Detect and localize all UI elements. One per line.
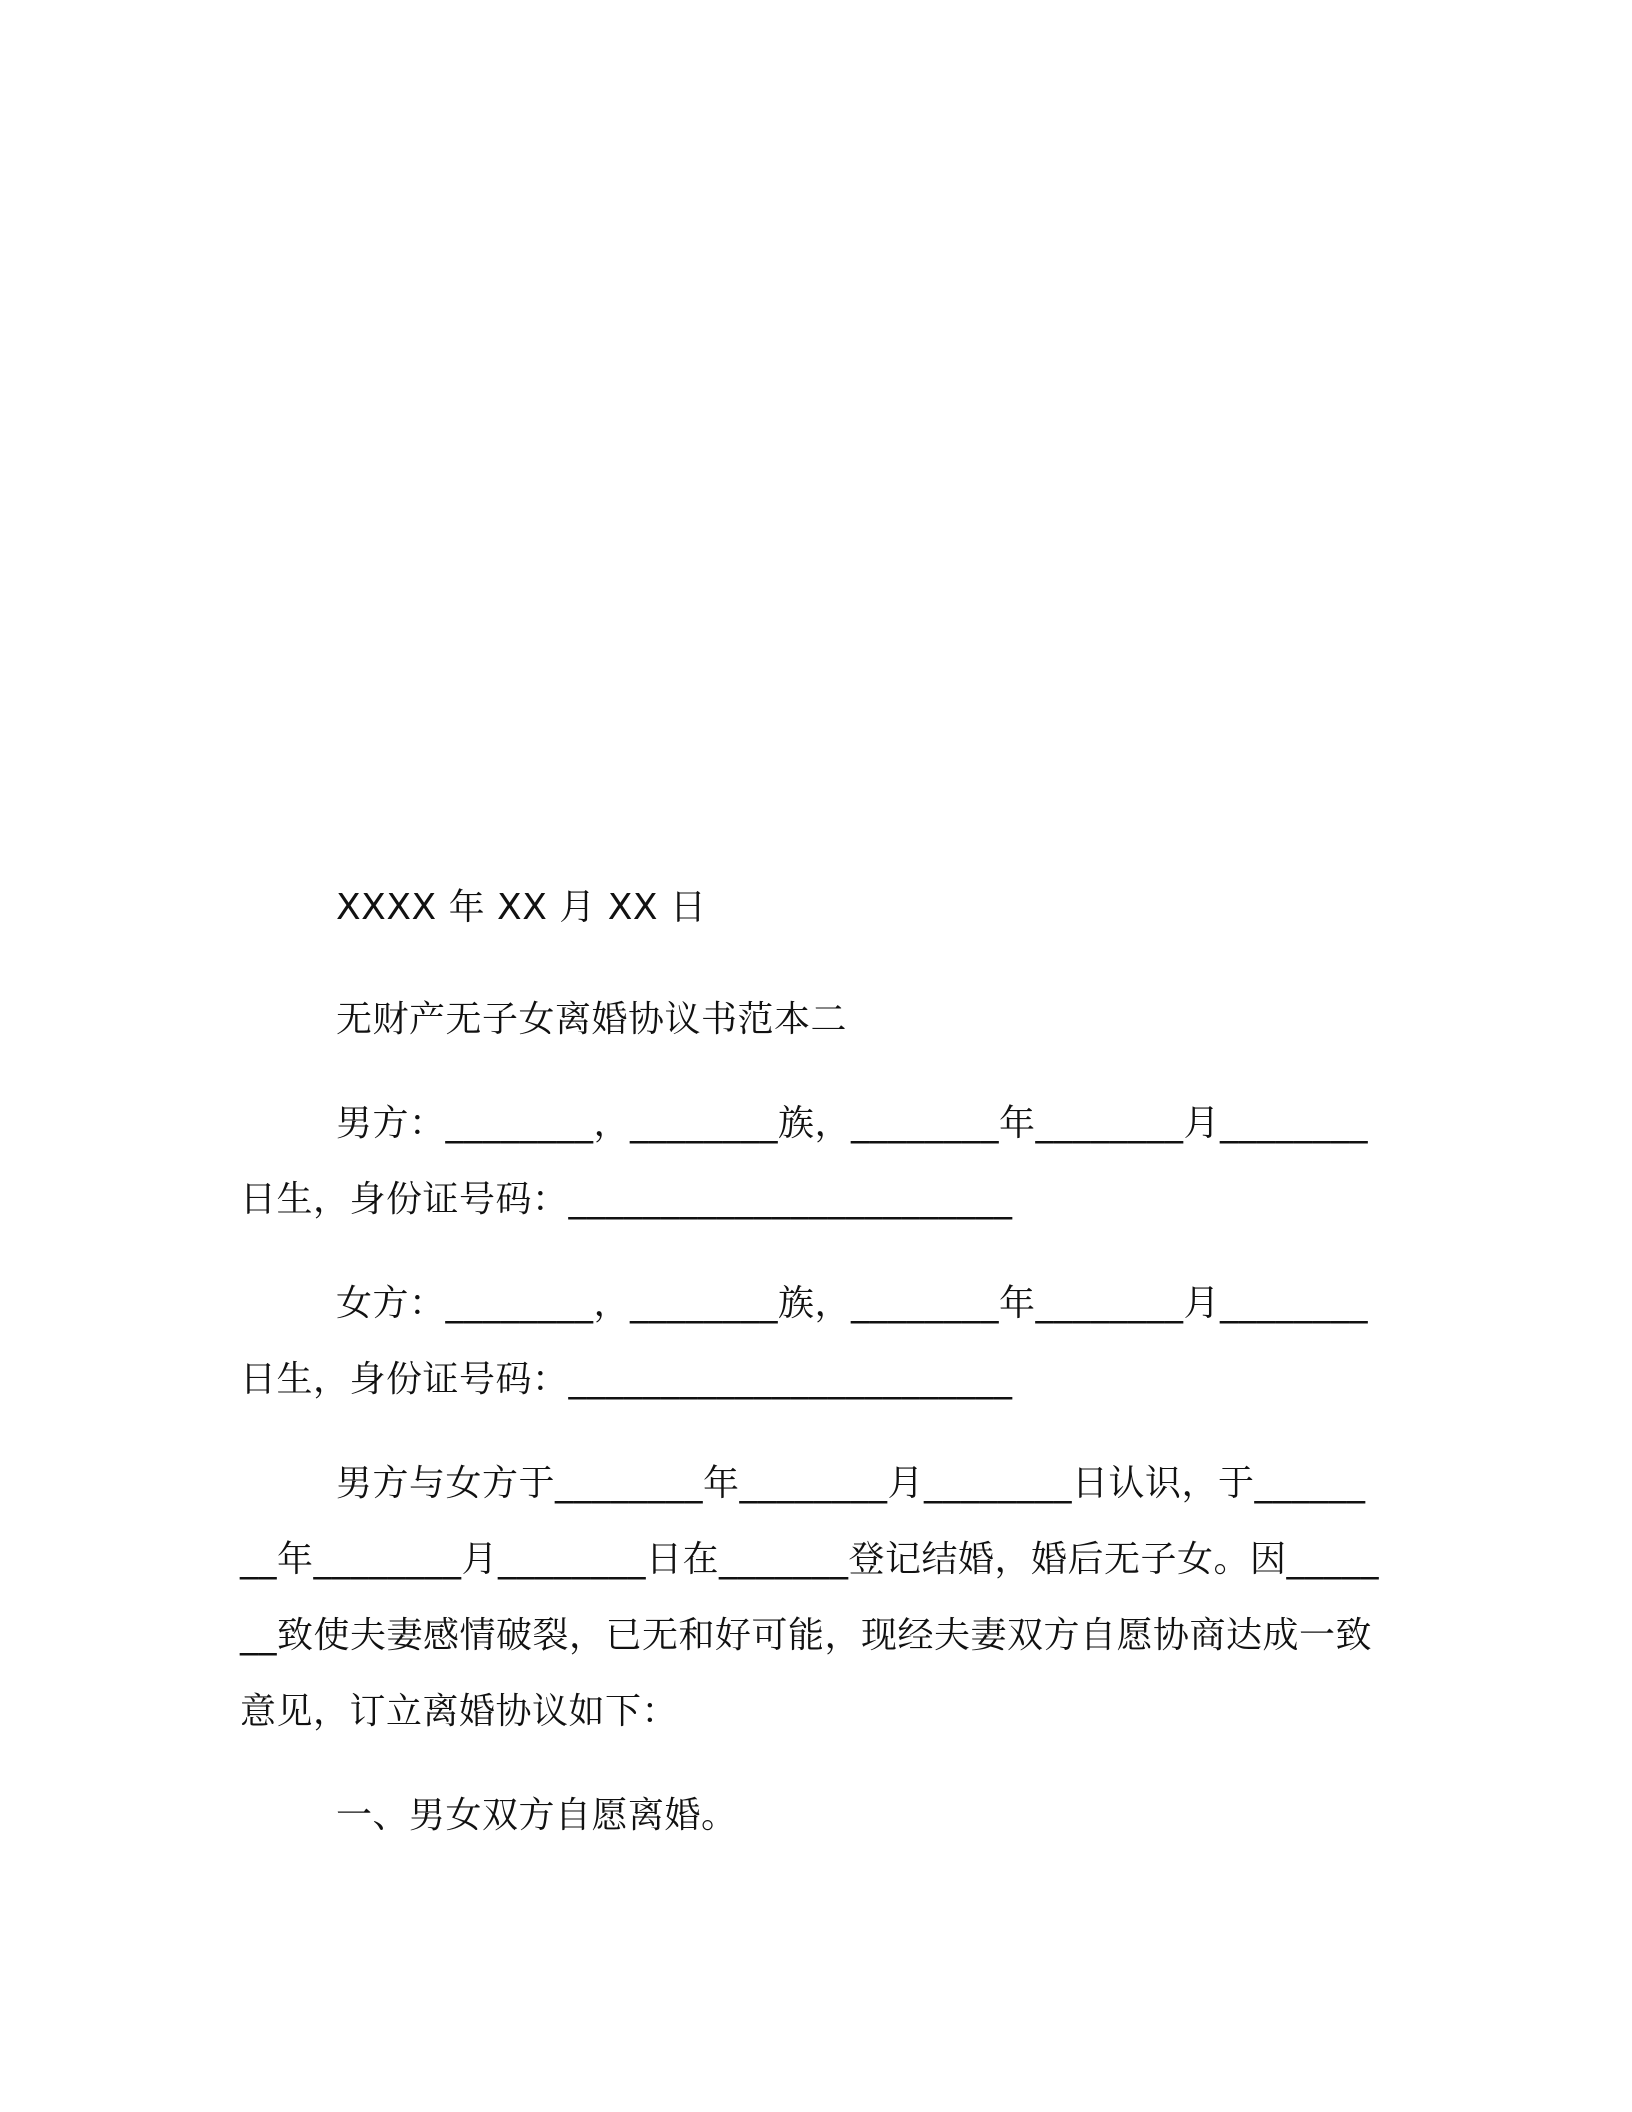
marriage-statement: 男方与女方于________年________月________日认识，于________年________月________日在_______登记结婚，婚后无子女。因_______致使夫妻感情破裂，已无和好可能，现经夫妻双方自愿协商达成一致意见，订立离婚协议如下： [240, 1463, 1380, 1732]
male-party-info: 男方：________，________族，________年________月________日生，身份证号码：________________________ [240, 1103, 1369, 1220]
clause-1: 一、男女双方自愿离婚。 [336, 1795, 738, 1836]
document-body [240, 870, 1380, 1882]
document-title: 无财产无子女离婚协议书范本二 [336, 999, 848, 1040]
female-party-info: 女方：________，________族，________年________月________日生，身份证号码：________________________ [240, 1283, 1369, 1400]
date-line: XXXX 年 XX 月 XX 日 [336, 887, 707, 928]
